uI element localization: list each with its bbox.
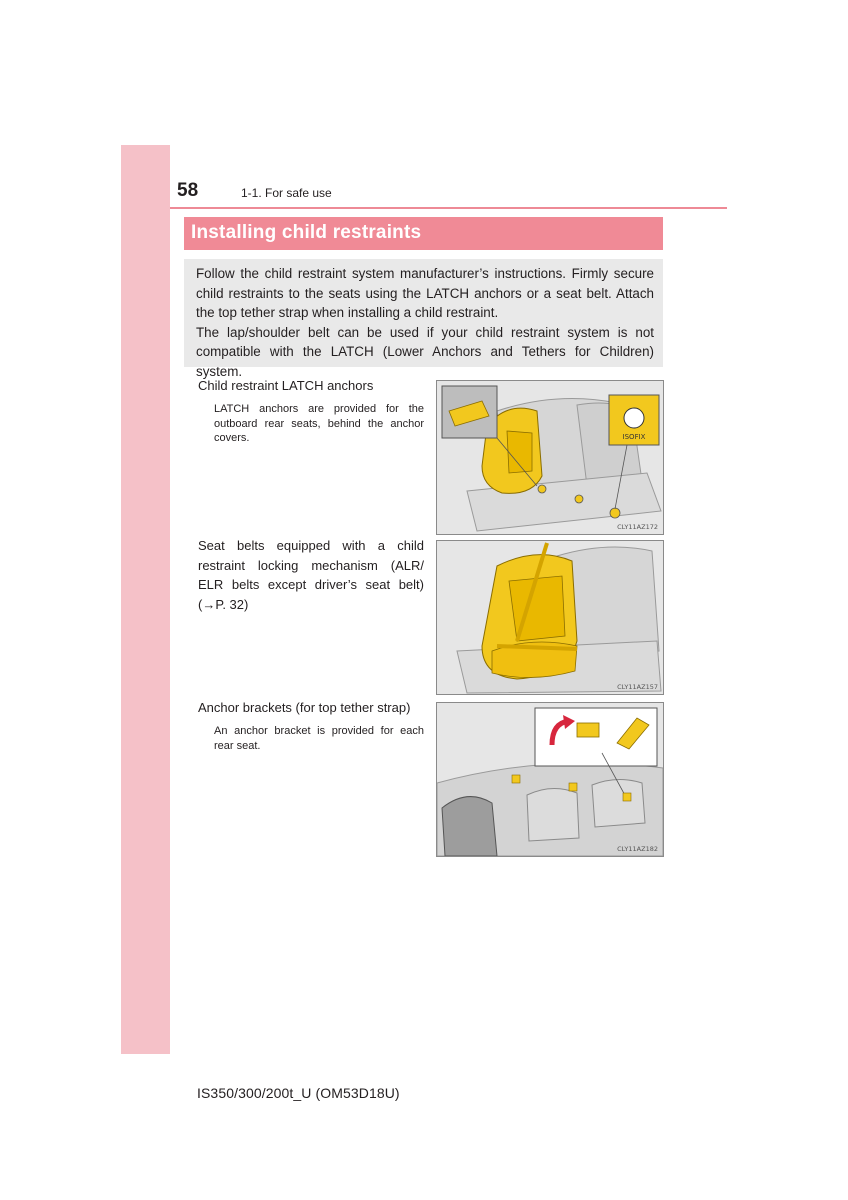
intro-paragraph-2: The lap/shoulder belt can be used if your child restraint system is not compatible with the LATCH (Lower Anchors and Tethers for Children) system. (196, 324, 654, 379)
latch-anchors-description: LATCH anchors are provided for the outboard rear seats, behind the anchor covers. (214, 403, 424, 445)
anchor-brackets-drawing (437, 703, 663, 856)
latch-anchors-heading: Child restraint LATCH anchors (198, 378, 374, 393)
side-color-band (121, 145, 170, 1054)
isofix-label: ISOFIX (622, 433, 646, 441)
anchor-brackets-heading: Anchor brackets (for top tether strap) (198, 700, 411, 715)
intro-text (196, 264, 654, 382)
intro-paragraph-1: Follow the child restraint system manufacturer’s instructions. Firmly secure child restraints to the seats using the LATCH anchors or a seat belt. Attach the top tether strap when installing a child restraint. (196, 266, 654, 321)
footer-model-code: IS350/300/200t_U (OM53D18U) (197, 1085, 400, 1101)
page-title: Installing child restraints (191, 222, 422, 243)
header-divider (170, 207, 727, 209)
seat-belts-heading: Seat belts equipped with a child restraint locking mechanism (ALR/ ELR belts except driver’s seat belt) (→P. 32) (198, 538, 424, 612)
latch-anchors-illustration (436, 380, 664, 535)
anchor-brackets-description: An anchor bracket is provided for each rear seat. (214, 725, 424, 752)
page-number: 58 (177, 180, 199, 201)
intro-box (184, 259, 663, 379)
seat-belt-drawing (437, 541, 663, 694)
section-label: 1-1. For safe use (241, 186, 332, 200)
figure-code-2: CLY11AZ157 (617, 683, 658, 691)
seat-belt-illustration (436, 540, 664, 695)
anchor-brackets-illustration (436, 702, 664, 857)
title-bar (184, 217, 663, 250)
figure-code-3: CLY11AZ182 (617, 845, 658, 853)
latch-anchors-drawing (437, 381, 663, 534)
figure-code-1: CLY11AZ172 (617, 523, 658, 531)
